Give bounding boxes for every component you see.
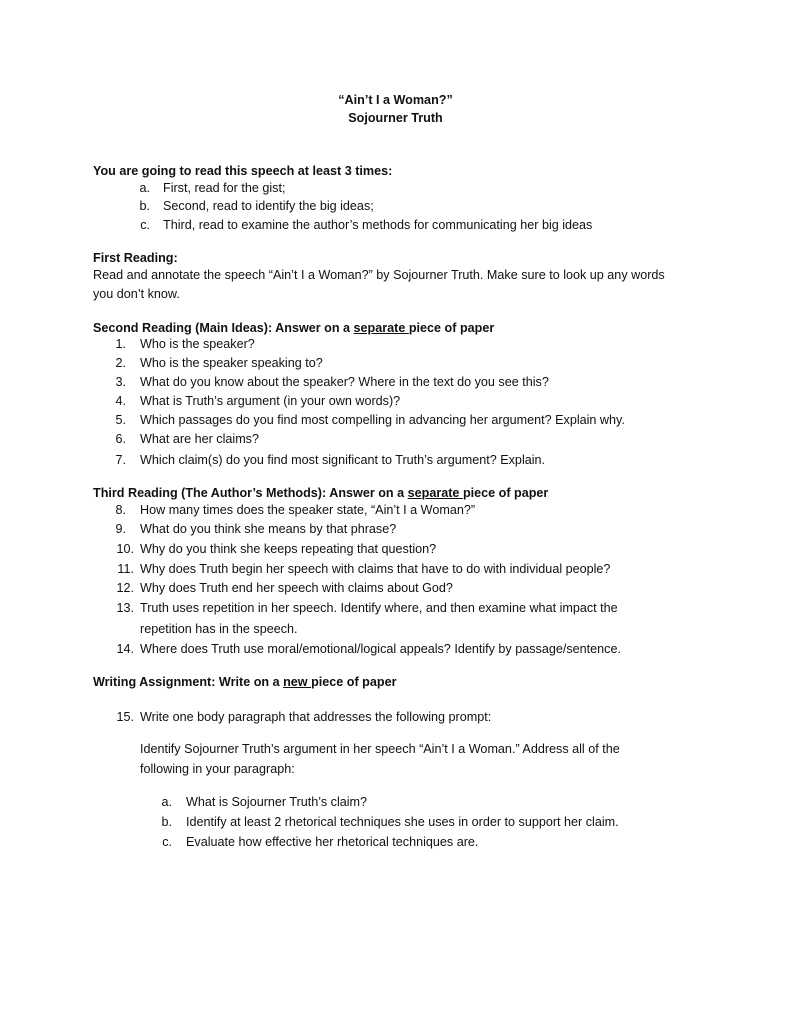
question-text: Truth uses repetition in her speech. Identify where, and then examine what impact the bbox=[140, 601, 618, 615]
heading-text: Second Reading (Main Ideas): Answer on a bbox=[93, 321, 354, 335]
third-reading-heading bbox=[93, 486, 548, 500]
heading-text: piece of paper bbox=[311, 675, 397, 689]
question-number: 7. bbox=[115, 453, 126, 467]
question-number: 12. bbox=[116, 581, 134, 595]
intro-marker: c. bbox=[140, 218, 150, 232]
document-author: Sojourner Truth bbox=[348, 111, 443, 125]
intro-item: Second, read to identify the big ideas; bbox=[163, 199, 374, 213]
intro-marker: b. bbox=[139, 199, 150, 213]
question-number: 1. bbox=[115, 337, 126, 351]
heading-text: Writing Assignment: Write on a bbox=[93, 675, 284, 689]
question-text: What are her claims? bbox=[140, 432, 259, 446]
intro-heading: You are going to read this speech at least 3 times: bbox=[93, 164, 393, 178]
question-text: Which claim(s) do you find most significant to Truth’s argument? Explain. bbox=[140, 453, 546, 467]
subitem-text: Evaluate how effective her rhetorical techniques are. bbox=[186, 835, 479, 849]
subitem-text: What is Sojourner Truth’s claim? bbox=[186, 795, 368, 809]
question-number: 14. bbox=[116, 642, 134, 656]
underlined-word: separate bbox=[407, 486, 463, 500]
intro-item: Third, read to examine the author’s methods for communicating her big ideas bbox=[163, 218, 593, 232]
second-reading-heading bbox=[93, 321, 494, 335]
question-text: What is Truth’s argument (in your own words)? bbox=[140, 394, 401, 408]
question-number: 11. bbox=[117, 562, 134, 576]
document-title: “Ain’t I a Woman?” bbox=[338, 93, 453, 107]
heading-text: piece of paper bbox=[462, 486, 549, 500]
prompt-text: following in your paragraph: bbox=[140, 762, 295, 776]
question-text: Why do you think she keeps repeating that question? bbox=[140, 542, 437, 556]
intro-marker: a. bbox=[139, 181, 150, 195]
question-number: 6. bbox=[115, 432, 126, 446]
first-reading-heading: First Reading: bbox=[93, 251, 178, 265]
intro-item: First, read for the gist; bbox=[163, 181, 286, 195]
question-text: Why does Truth begin her speech with claims that have to do with individual people? bbox=[140, 562, 611, 576]
underlined-word: separate bbox=[353, 321, 409, 335]
question-text: Who is the speaker speaking to? bbox=[140, 356, 323, 370]
question-text: How many times does the speaker state, “Ain’t I a Woman?” bbox=[140, 503, 476, 517]
question-text: What do you know about the speaker? Where in the text do you see this? bbox=[140, 375, 549, 389]
subitem-marker: b. bbox=[161, 815, 172, 829]
question-text-continued: repetition has in the speech. bbox=[140, 622, 298, 636]
question-number: 15. bbox=[116, 710, 134, 724]
question-number: 13. bbox=[116, 601, 134, 615]
subitem-marker: a. bbox=[161, 795, 172, 809]
first-reading-text: Read and annotate the speech “Ain’t I a Woman?” by Sojourner Truth. Make sure to look up any words bbox=[93, 268, 665, 282]
question-number: 5. bbox=[115, 413, 126, 427]
question-text: Write one body paragraph that addresses the following prompt: bbox=[140, 710, 492, 724]
prompt-text: Identify Sojourner Truth’s argument in her speech “Ain’t I a Woman.” Address all of the bbox=[140, 742, 620, 756]
question-number: 10. bbox=[116, 542, 134, 556]
subitem-text: Identify at least 2 rhetorical techniques she uses in order to support her claim. bbox=[186, 815, 619, 829]
question-text: Why does Truth end her speech with claims about God? bbox=[140, 581, 453, 595]
question-number: 9. bbox=[115, 522, 126, 536]
question-number: 4. bbox=[115, 394, 126, 408]
heading-text: piece of paper bbox=[408, 321, 495, 335]
question-number: 2. bbox=[115, 356, 126, 370]
question-text: Where does Truth use moral/emotional/logical appeals? Identify by passage/sentence. bbox=[140, 642, 621, 656]
question-number: 8. bbox=[115, 503, 126, 517]
question-text: Who is the speaker? bbox=[140, 337, 255, 351]
writing-heading bbox=[93, 675, 396, 689]
first-reading-text: you don’t know. bbox=[93, 287, 180, 301]
question-number: 3. bbox=[115, 375, 126, 389]
question-text: Which passages do you find most compelling in advancing her argument? Explain why. bbox=[140, 413, 625, 427]
underlined-word: new bbox=[283, 675, 312, 689]
heading-text: Third Reading (The Author’s Methods): Answer on a bbox=[93, 486, 408, 500]
question-text: What do you think she means by that phrase? bbox=[140, 522, 397, 536]
subitem-marker: c. bbox=[162, 835, 172, 849]
